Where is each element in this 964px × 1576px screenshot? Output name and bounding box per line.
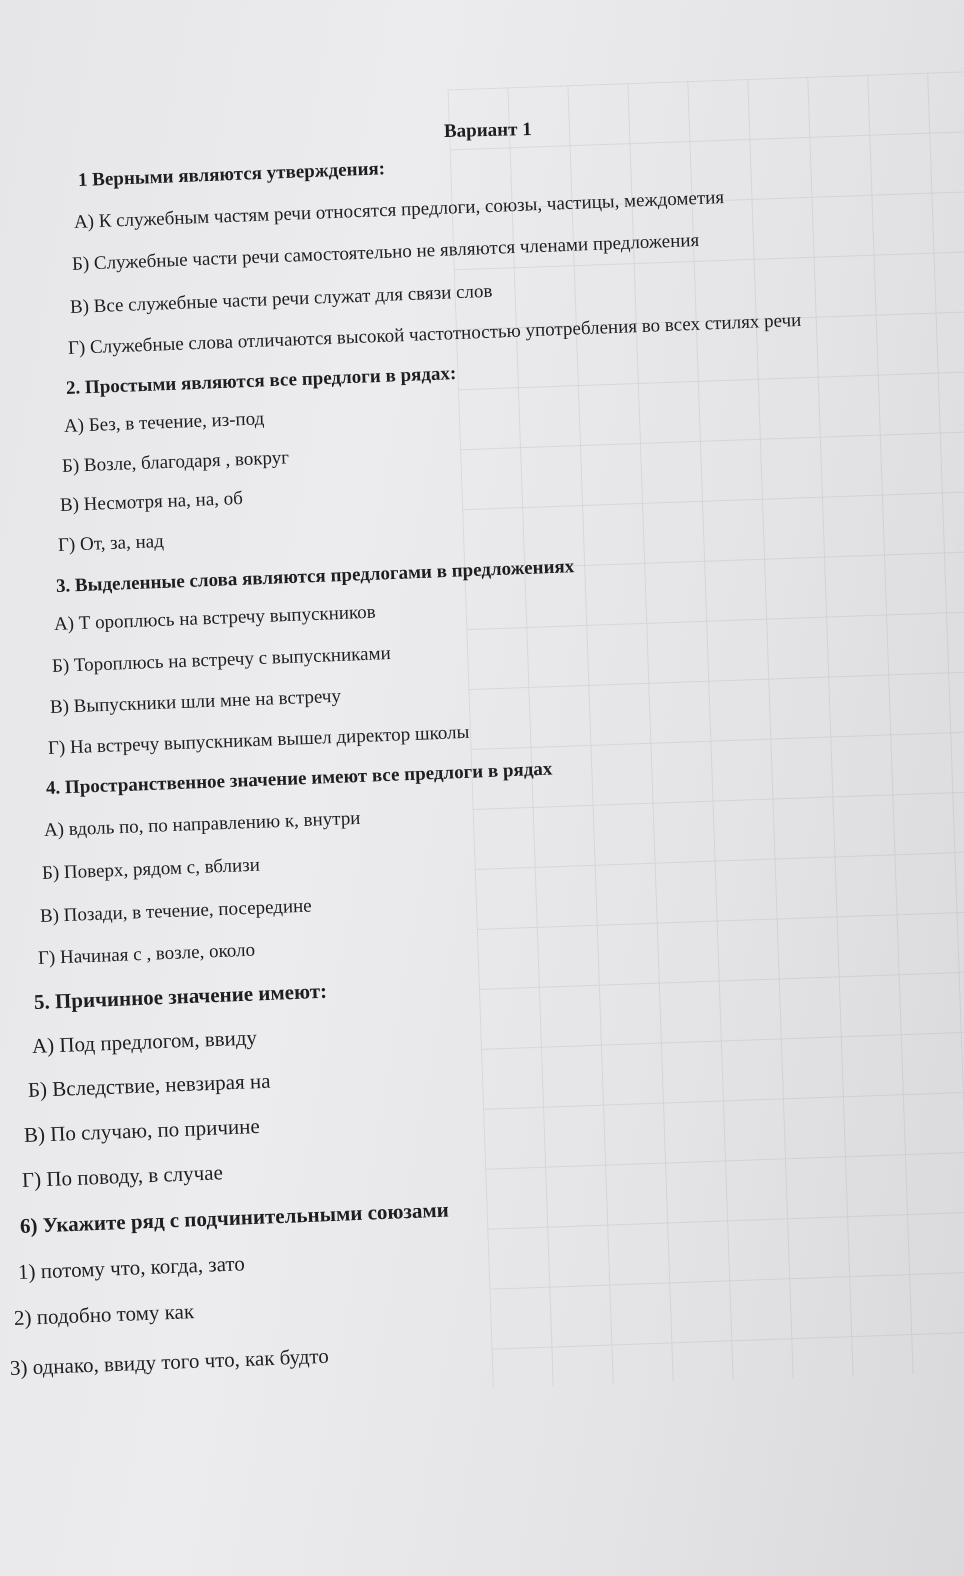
question-3-option-b: Б) Тороплюсь на встречу с выпускниками	[51, 642, 392, 677]
question-3-option-c: В) Выпускники шли мне на встречу	[49, 685, 342, 718]
question-1-option-c: В) Все служебные части речи служат для связи слов	[69, 280, 493, 318]
question-1-option-d: Г) Служебные слова отличаются высокой частотностью употребления во всех стилях речи	[67, 309, 802, 359]
question-5-option-d: Г) По поводу, в случае	[21, 1160, 224, 1192]
variant-title: Вариант 1	[443, 119, 532, 142]
question-2-option-d: Г) От, за, над	[57, 530, 165, 556]
question-4-option-a: А) вдоль по, по направлению к, внутри	[43, 807, 361, 841]
question-5-option-b: Б) Вследствие, невзирая на	[27, 1068, 271, 1102]
question-4-option-c: В) Позади, в течение, посередине	[39, 895, 313, 927]
question-5-option-a: А) Под предлогом, ввиду	[31, 1025, 258, 1058]
question-4-option-b: Б) Поверх, рядом с, вблизи	[41, 854, 261, 884]
question-3-option-d: Г) На встречу выпускникам вышел директор школы	[47, 721, 470, 759]
question-6-option-3: 3) однако, ввиду того что, как будто	[9, 1343, 330, 1380]
question-1-option-b: Б) Служебные части речи самостоятельно не являются членами предложения	[71, 229, 700, 275]
question-5-title: 5. Причинное значение имеют:	[33, 978, 328, 1014]
question-4-title: 4. Пространственное значение имеют все предлоги в рядах	[45, 758, 553, 799]
question-1-title: 1 Верными являются утверждения:	[77, 158, 386, 191]
question-6-option-2: 2) подобно тому как	[13, 1299, 195, 1330]
question-3-option-a: А) Т ороплюсь на встречу выпускников	[53, 601, 377, 635]
question-2-option-b: Б) Возле, благодаря , вокруг	[61, 447, 290, 477]
question-2-option-a: А) Без, в течение, из-под	[63, 408, 265, 437]
question-2-option-c: В) Несмотря на, на, об	[59, 487, 244, 516]
question-6-option-1: 1) потому что, когда, зато	[17, 1251, 246, 1284]
question-1-option-a: А) К служебным частям речи относятся предлоги, союзы, частицы, междометия	[73, 187, 725, 233]
question-3-title: 3. Выделенные слова являются предлогами в предложениях	[55, 556, 575, 597]
question-6-title: 6) Укажите ряд с подчинительными союзами	[19, 1197, 450, 1238]
question-5-option-c: В) По случаю, по причине	[23, 1113, 261, 1147]
question-4-option-d: Г) Начиная с , возле, около	[37, 939, 256, 969]
question-2-title: 2. Простыми являются все предлоги в рядах:	[65, 363, 457, 399]
